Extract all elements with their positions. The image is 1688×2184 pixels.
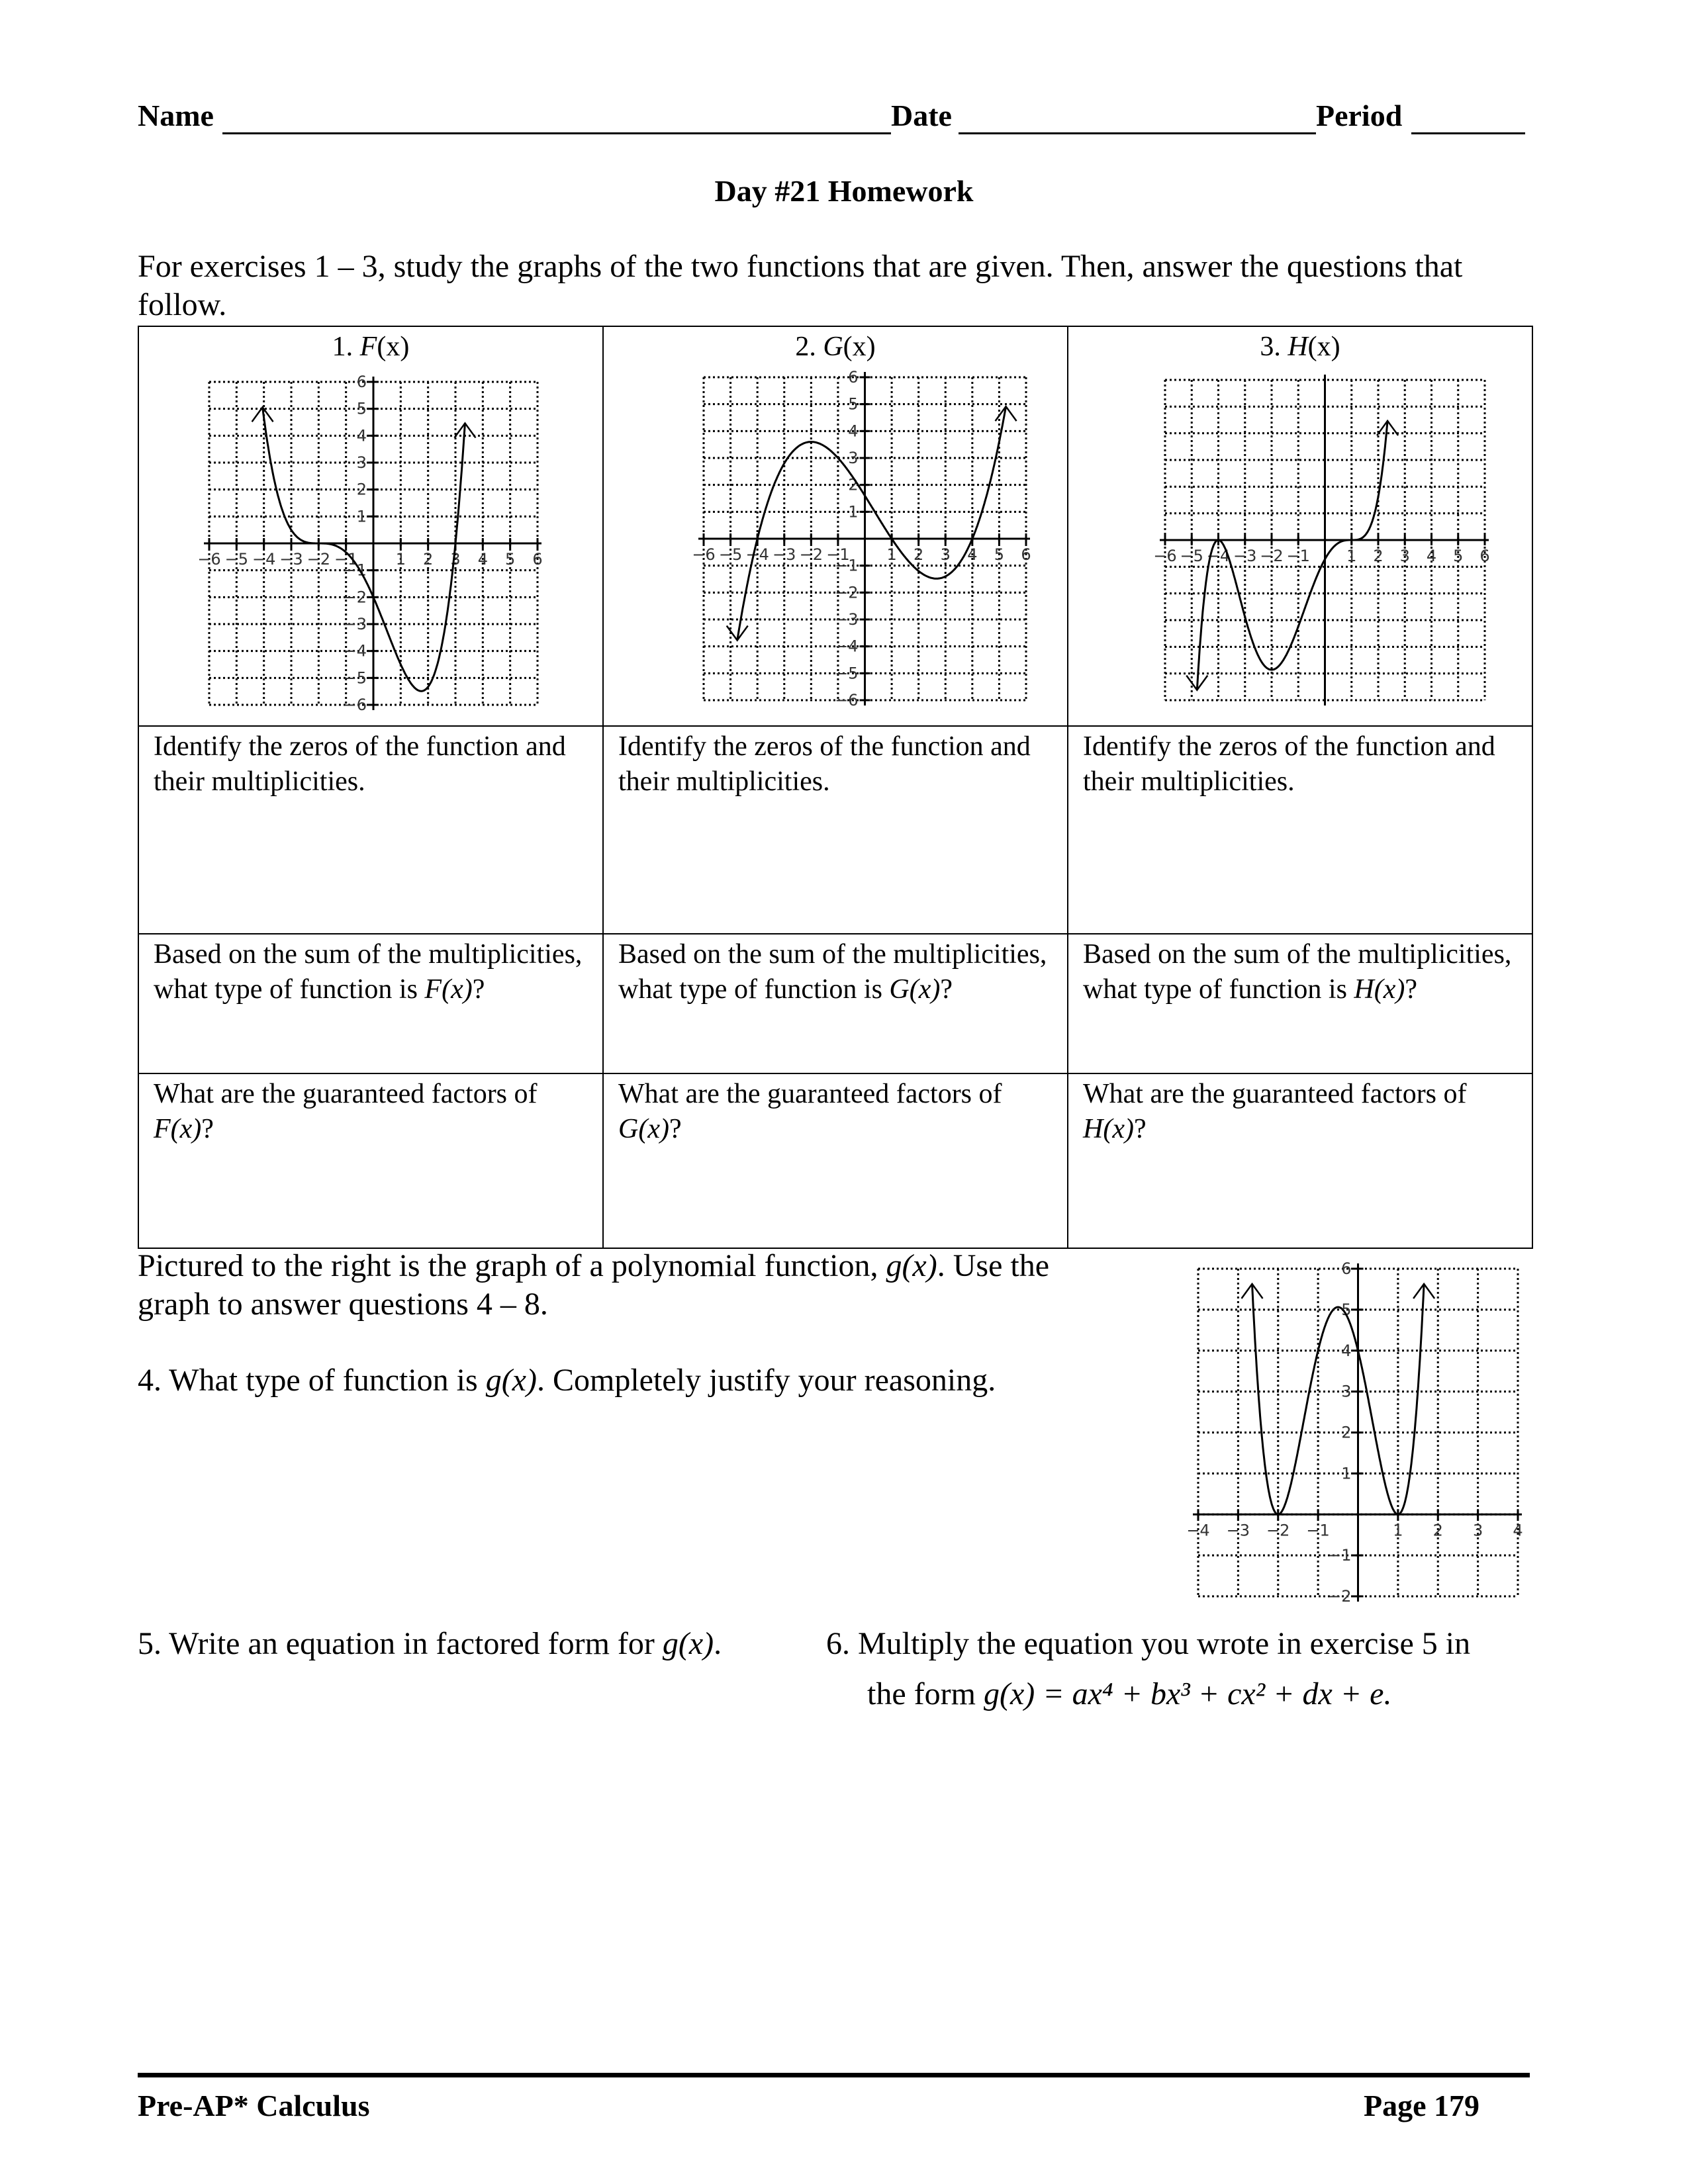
t: the form: [867, 1676, 984, 1711]
q-text: ?: [201, 1114, 214, 1144]
y-tick-label: 5: [1341, 1300, 1352, 1319]
section2-intro: [138, 1247, 1117, 1324]
y-tick-label: 1: [356, 507, 367, 526]
q-text: Based on the sum of the multiplicities, what type of function is: [154, 939, 583, 1005]
y-tick-label: −2: [1328, 1587, 1352, 1606]
x-tick-label: −5: [224, 550, 249, 569]
graph-H: [1153, 380, 1490, 700]
y-tick-label: 3: [356, 453, 367, 472]
period-label: Period: [1316, 99, 1403, 132]
y-tick-label: 6: [848, 368, 859, 387]
x-tick-label: −5: [1180, 547, 1203, 565]
q-text: Based on the sum of the multiplicities, what type of function is: [618, 939, 1047, 1005]
x-tick-label: 4: [967, 545, 978, 564]
y-tick-label: 4: [848, 422, 859, 441]
y-tick-label: −4: [835, 637, 859, 656]
x-tick-label: −2: [1266, 1521, 1290, 1540]
q-fn: G(x): [618, 1114, 669, 1144]
q-fn: H(x): [1083, 1114, 1134, 1144]
x-tick-label: 5: [1453, 547, 1464, 565]
y-tick-label: 3: [848, 449, 859, 467]
x-tick-label: 2: [914, 545, 924, 564]
y-tick-label: −3: [343, 615, 367, 633]
t: .: [714, 1626, 722, 1661]
page-title: Day #21 Homework: [714, 174, 974, 208]
q-text: What are the guaranteed factors of: [154, 1079, 538, 1109]
fn: F: [359, 332, 377, 362]
factors-question[interactable]: [138, 1073, 603, 1248]
x-tick-label: −1: [334, 550, 358, 569]
y-tick-label: 4: [356, 426, 367, 445]
fn: G: [823, 332, 843, 362]
x-tick-label: −4: [252, 550, 276, 569]
arg: (x): [1307, 332, 1340, 362]
y-tick-label: 1: [1341, 1464, 1352, 1483]
date-blank[interactable]: [959, 132, 1316, 134]
q-text: ?: [472, 974, 485, 1005]
x-tick-label: −3: [773, 545, 796, 564]
zeros-question[interactable]: Identify the zeros of the function and their multiplicities.: [1068, 726, 1532, 934]
y-tick-label: 3: [1341, 1382, 1352, 1401]
x-tick-label: −6: [692, 545, 716, 564]
x-tick-label: 6: [1479, 547, 1490, 565]
date-label: Date: [891, 99, 952, 132]
period-blank[interactable]: [1411, 132, 1525, 134]
x-tick-label: −1: [1286, 547, 1310, 565]
num: 2.: [795, 332, 816, 362]
q-fn: H(x): [1354, 974, 1405, 1005]
x-tick-label: 1: [886, 545, 897, 564]
y-tick-label: −1: [343, 561, 367, 580]
y-tick-label: 1: [848, 502, 859, 522]
graph-G: [692, 368, 1031, 709]
q-text: Based on the sum of the multiplicities, what type of function is: [1083, 939, 1512, 1005]
t: 4. What type of function is: [138, 1363, 486, 1398]
type-question[interactable]: [138, 934, 603, 1073]
t: . Use the graph to answer questions 4 – 8.: [138, 1248, 1050, 1322]
x-tick-label: −4: [1206, 547, 1231, 565]
x-tick-label: 4: [1513, 1521, 1523, 1540]
zeros-question[interactable]: Identify the zeros of the function and their multiplicities.: [138, 726, 603, 934]
y-tick-label: 2: [848, 475, 859, 494]
t: Pictured to the right is the graph of a polynomial function,: [138, 1248, 886, 1283]
q-text: What are the guaranteed factors of: [618, 1079, 1002, 1109]
q-text: ?: [940, 974, 953, 1005]
arg: (x): [377, 332, 410, 362]
t: 6. Multiply the equation you wrote in exercise 5 in: [826, 1626, 1471, 1661]
question-4: [138, 1361, 1131, 1400]
x-tick-label: −5: [718, 545, 743, 564]
y-tick-label: 5: [356, 399, 367, 418]
x-tick-label: −4: [1186, 1521, 1210, 1540]
x-tick-label: 3: [450, 550, 461, 569]
fn: g(x): [485, 1363, 537, 1398]
x-tick-label: −6: [197, 550, 221, 569]
y-tick-label: −4: [343, 641, 367, 660]
x-tick-label: −2: [306, 550, 331, 569]
fn: g(x): [662, 1626, 714, 1661]
y-tick-label: 6: [1341, 1259, 1352, 1278]
graph-g: [1186, 1259, 1523, 1606]
x-tick-label: −1: [826, 545, 850, 564]
footer-course: Pre-AP* Calculus: [138, 2089, 370, 2122]
num: 3.: [1260, 332, 1281, 362]
x-tick-label: 1: [1393, 1521, 1403, 1540]
y-tick-label: 4: [1341, 1341, 1352, 1360]
intro-text: For exercises 1 – 3, study the graphs of the two functions that are given. Then, answer the questions that follow.: [138, 249, 1463, 322]
arg: (x): [843, 332, 876, 362]
y-tick-label: 2: [356, 480, 367, 499]
q-text: ?: [1405, 974, 1418, 1005]
zeros-question[interactable]: Identify the zeros of the function and their multiplicities.: [603, 726, 1068, 934]
x-tick-label: 4: [1426, 547, 1437, 565]
y-tick-label: 6: [356, 373, 367, 391]
x-tick-label: 6: [1021, 545, 1031, 564]
y-tick-label: 2: [1341, 1423, 1352, 1442]
type-question[interactable]: [1068, 934, 1532, 1073]
type-question[interactable]: [603, 934, 1068, 1073]
y-tick-label: −2: [835, 583, 859, 602]
q-fn: F(x): [424, 974, 473, 1005]
x-tick-label: −2: [1260, 547, 1284, 565]
y-tick-label: −5: [835, 664, 859, 683]
footer-rule: [138, 2073, 1530, 2077]
name-label: Name: [138, 99, 214, 132]
x-tick-label: −3: [279, 550, 303, 569]
x-tick-label: 6: [532, 550, 543, 569]
x-tick-label: 3: [1472, 1521, 1483, 1540]
x-tick-label: −4: [745, 545, 769, 564]
q-text: What are the guaranteed factors of: [1083, 1079, 1467, 1109]
y-tick-label: −3: [835, 610, 859, 629]
y-tick-label: −6: [343, 696, 367, 714]
q-fn: G(x): [889, 974, 941, 1005]
t: . Completely justify your reasoning.: [536, 1363, 996, 1398]
x-tick-label: −1: [1306, 1521, 1330, 1540]
x-tick-label: −2: [799, 545, 823, 564]
x-tick-label: 1: [1346, 547, 1357, 565]
q-text: ?: [1133, 1114, 1147, 1144]
graph-F: [197, 373, 543, 714]
question-6: [826, 1625, 1554, 1713]
x-tick-label: 2: [1432, 1521, 1443, 1540]
factors-question[interactable]: [1068, 1073, 1532, 1248]
x-tick-label: 3: [940, 545, 951, 564]
formula: g(x) = ax⁴ + bx³ + cx² + dx + e.: [983, 1676, 1392, 1711]
q-text: ?: [669, 1114, 682, 1144]
question-5: [138, 1625, 800, 1663]
q-fn: F(x): [154, 1114, 202, 1144]
y-tick-label: −1: [835, 556, 859, 575]
x-tick-label: 1: [395, 550, 406, 569]
x-tick-label: 3: [1399, 547, 1410, 565]
x-tick-label: 5: [994, 545, 1005, 564]
t: 5. Write an equation in factored form for: [138, 1626, 663, 1661]
y-tick-label: 5: [848, 394, 859, 414]
x-tick-label: −3: [1233, 547, 1257, 565]
y-tick-label: −5: [343, 668, 367, 688]
num: 1.: [332, 332, 353, 362]
factors-question[interactable]: [603, 1073, 1068, 1248]
x-tick-label: 4: [477, 550, 488, 569]
function-curve: [737, 406, 1006, 640]
x-tick-label: −6: [1153, 547, 1177, 565]
x-tick-label: −3: [1226, 1521, 1250, 1540]
fn: g(x): [886, 1248, 937, 1283]
y-tick-label: −2: [343, 588, 367, 607]
fn: H: [1288, 332, 1308, 362]
x-tick-label: 5: [505, 550, 516, 569]
name-blank[interactable]: [222, 132, 891, 134]
x-tick-label: 2: [423, 550, 434, 569]
y-tick-label: −6: [835, 691, 859, 709]
x-tick-label: 2: [1373, 547, 1383, 565]
y-tick-label: −1: [1328, 1546, 1352, 1565]
footer-page: Page 179: [1364, 2089, 1480, 2122]
